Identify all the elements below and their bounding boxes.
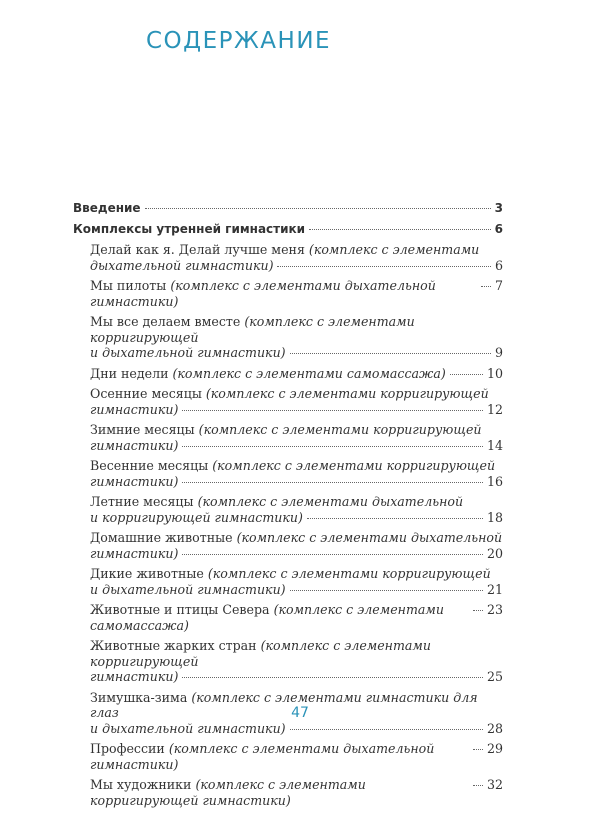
toc-page-number: 20 xyxy=(486,545,503,561)
toc-entry-title: Мы пилоты xyxy=(90,278,167,293)
toc-entry-subtitle: (комплекс с элементами xyxy=(308,242,480,257)
toc-entry[interactable] xyxy=(90,741,503,772)
dot-leader xyxy=(481,286,491,287)
toc-page-number: 29 xyxy=(486,741,503,756)
toc-page-number: 6 xyxy=(494,257,503,273)
toc-entry[interactable] xyxy=(90,638,503,685)
toc-entry-title: Весенние месяцы xyxy=(90,458,209,473)
toc-entry-subtitle: гимнастики) xyxy=(90,545,179,561)
toc-entry-subtitle: и дыхательной гимнастики) xyxy=(90,720,286,736)
dot-leader xyxy=(145,208,491,209)
dot-leader xyxy=(309,229,491,230)
toc-entry-subtitle: (комплекс с элементами корригирующей гимнастики) xyxy=(90,777,366,808)
toc-entry-subtitle: и дыхательной гимнастики) xyxy=(90,345,286,360)
toc-entry-title: Животные и птицы Севера xyxy=(90,602,270,617)
toc-page-number: 28 xyxy=(486,720,503,736)
toc-entry-subtitle: (комплекс с элементами дыхательной xyxy=(197,494,464,509)
toc-entry-title: Осенние месяцы xyxy=(90,386,202,401)
toc-entry-subtitle: (комплекс с элементами корригирующей xyxy=(90,314,415,345)
toc-entry-subtitle: (комплекс с элементами корригирующей xyxy=(207,566,491,581)
toc-entry[interactable] xyxy=(90,777,503,808)
toc-page-number: 12 xyxy=(486,401,503,417)
toc-entry-subtitle: (комплекс с элементами дыхательной гимнастики) xyxy=(90,741,435,772)
toc-page-number: 14 xyxy=(486,437,503,453)
toc-entry-subtitle: гимнастики) xyxy=(90,473,179,489)
toc-entry-title: Мы все делаем вместе xyxy=(90,314,241,329)
dot-leader xyxy=(182,410,483,411)
toc-entry[interactable] xyxy=(90,458,503,489)
toc-entry-subtitle: гимнастики) xyxy=(90,669,179,684)
dot-leader xyxy=(277,266,491,267)
toc-entry-title: Дни недели xyxy=(90,365,169,381)
toc-entry-title: Дикие животные xyxy=(90,566,204,581)
toc-entry-title: Мы художники xyxy=(90,777,192,792)
toc-page-number: 16 xyxy=(486,473,503,489)
toc-page-number: 3 xyxy=(494,201,503,215)
toc-page-number: 25 xyxy=(486,669,503,684)
toc-page-number: 10 xyxy=(486,365,503,381)
toc-entry-subtitle: (комплекс с элементами корригирующей xyxy=(90,638,431,669)
dot-leader xyxy=(307,518,483,519)
toc-entry-subtitle: (комплекс с элементами дыхательной xyxy=(236,530,503,545)
toc-entry-subtitle: и дыхательной гимнастики) xyxy=(90,581,286,597)
toc-entry[interactable] xyxy=(73,201,503,217)
dot-leader xyxy=(290,729,483,730)
toc-entry-subtitle: (комплекс с элементами корригирующей xyxy=(198,422,482,437)
toc-entry-subtitle: (комплекс с элементами гимнастики для глаз xyxy=(90,689,478,720)
dot-leader xyxy=(290,590,483,591)
toc-entry-title: Делай как я. Делай лучше меня xyxy=(90,242,305,257)
dot-leader xyxy=(182,677,483,678)
toc-entry[interactable] xyxy=(90,422,503,453)
toc-page-number: 6 xyxy=(494,221,503,236)
dot-leader xyxy=(450,374,483,375)
toc-entry-title: Домашние животные xyxy=(90,530,233,545)
toc-page-number: 7 xyxy=(494,278,503,293)
toc-entry[interactable] xyxy=(73,222,503,238)
toc-entry-title: Зимушка-зима xyxy=(90,689,188,705)
toc-entry[interactable] xyxy=(90,386,503,417)
toc-page-number: 23 xyxy=(486,602,503,617)
dot-leader xyxy=(182,554,483,555)
toc-entry[interactable] xyxy=(90,530,503,561)
toc-entry[interactable] xyxy=(90,602,503,633)
toc-entry-subtitle: (комплекс с элементами самомассажа) xyxy=(90,602,444,633)
dot-leader xyxy=(290,353,491,354)
dot-leader xyxy=(473,785,483,786)
dot-leader xyxy=(182,482,483,483)
toc-page-number: 32 xyxy=(486,777,503,792)
toc-entry-subtitle: (комплекс с элементами корригирующей xyxy=(205,386,489,401)
toc-entry-subtitle: гимнастики) xyxy=(90,437,179,453)
toc-entry-subtitle: (комплекс с элементами самомассажа) xyxy=(172,365,446,381)
toc-page-number: 21 xyxy=(486,581,503,597)
table-of-contents xyxy=(73,201,503,813)
footer-page-number: 47 xyxy=(291,705,309,721)
toc-entry-title: Зимние месяцы xyxy=(90,422,195,437)
toc-entry-subtitle: гимнастики) xyxy=(90,401,179,417)
toc-entry-title: Летние месяцы xyxy=(90,494,194,509)
toc-entry-subtitle: и корригирующей гимнастики) xyxy=(90,509,303,525)
toc-entry[interactable] xyxy=(90,366,503,382)
toc-entry-title: Профессии xyxy=(90,741,165,756)
toc-entry-title: Животные жарких стран xyxy=(90,638,257,653)
toc-entry[interactable] xyxy=(90,278,503,309)
toc-entry[interactable] xyxy=(90,314,503,361)
toc-entry[interactable] xyxy=(90,494,503,525)
toc-entry[interactable] xyxy=(90,242,503,273)
toc-page-number: 9 xyxy=(494,345,503,360)
toc-entry[interactable] xyxy=(90,566,503,597)
toc-entry-subtitle: (комплекс с элементами дыхательной гимнастики) xyxy=(90,278,436,309)
toc-page-number: 18 xyxy=(486,509,503,525)
toc-entry-subtitle: (комплекс с элементами корригирующей xyxy=(212,458,496,473)
dot-leader xyxy=(473,610,483,611)
toc-entry-title: Комплексы утренней гимнастики xyxy=(73,221,306,236)
toc-entry-subtitle: дыхательной гимнастики) xyxy=(90,257,274,273)
toc-entry-title: Введение xyxy=(73,201,141,215)
dot-leader xyxy=(182,446,483,447)
page-title: СОДЕРЖАНИЕ xyxy=(146,28,332,54)
